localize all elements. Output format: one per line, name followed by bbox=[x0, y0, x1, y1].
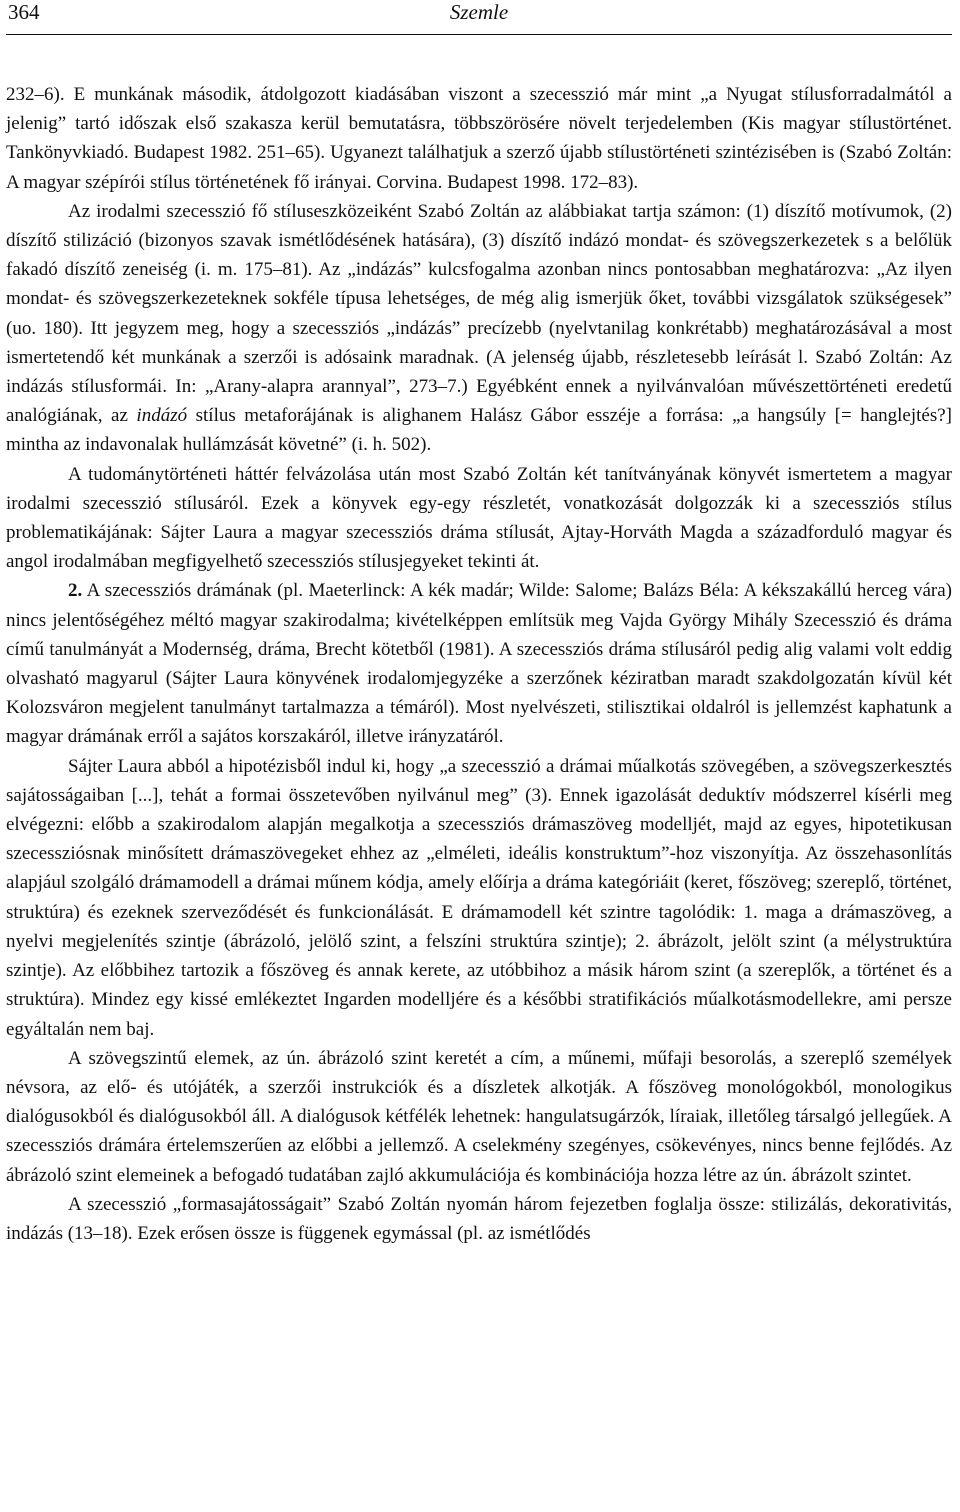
paragraph-text: A szövegszintű elemek, az ún. ábrázoló szint keretét a cím, a műnemi, műfaji besorolás, a szereplő személyek névsora, az elő- és utójáték, a szerzői instrukciók és a díszletek alkotják. A főszöveg monológokból, monologikus dialógusokból és dialógusokból áll. A dialógusok kétfélék lehetnek: hangulatsugárzók, líraiak, illetőleg társalgó jellegűek. A szecessziós drámára értelemszerűen az előbbi a jellemző. A cselekmény szegényes, csökevényes, nincs benne fejlődés. Az ábrázoló szint elemeinek a befogadó tudatában zajló akkumulációja és kombinációja hozza létre az ún. ábrázolt szintet. bbox=[6, 1047, 952, 1186]
paragraph bbox=[6, 460, 952, 577]
running-title: Szemle bbox=[449, 0, 509, 24]
paragraph-text: 232–6). E munkának második, átdolgozott kiadásában viszont a szecesszió már mint „a Nyugat stílusforradalmától a jelenig” tartó időszak első szakasza kerül bemutatásra, többszörösére növelt terjedelemben (Kis magyar stílustörténet. Tankönyvkiadó. Budapest 1982. 251–65). Ugyanezt találhatjuk a szerző újabb stílustörténeti szintézisében is (Szabó Zoltán: A magyar szépírói stílus történetének fő irányai. Corvina. Budapest 1998. 172–83). bbox=[6, 84, 952, 193]
paragraph-text: A szecessziós drámának (pl. Maeterlinck: A kék madár; Wilde: Salome; Balázs Béla: A kékszakállú herceg vára) nincs jelentőségéhez méltó magyar szakirodalma; kivételképpen említsük meg Vajda György Mihály Szecesszió és dráma című tanulmányát a Modernség, dráma, Brecht kötetből (1981). A szecessziós dráma stílusáról pedig alig valami volt eddig olvasható magyarul (Sájter Laura könyvének irodalomjegyzéke a szerzőnek kéziratban maradt szakdolgozatán kívül két Kolozsváron megjelent tanulmányt tartalmazza a témáról). Most nyelvészeti, stilisztikai oldalról is jellemzést kaphatunk a magyar drámának erről a sajátos korszakáról, illetve irányzatáról. bbox=[6, 580, 952, 748]
article-body bbox=[6, 80, 952, 1248]
emphasis-text: indázó bbox=[136, 405, 188, 427]
section-number: 2. bbox=[68, 580, 83, 602]
page-header bbox=[6, 0, 952, 38]
page-number: 364 bbox=[8, 0, 40, 24]
paragraph-text: Sájter Laura abból a hipotézisből indul ki, hogy „a szecesszió a drámai műalkotás szövegében, a szövegszerkesztés sajátosságaiban [...], tehát a formai összetevőben nyilvánul meg” (3). Ennek igazolását deduktív módszerrel kísérli meg elvégezni: előbb a szakirodalom alapján megalkotja a szecessziós drámaszöveg modelljét, majd az egyes, hipotetikusan szecessziósnak minősített drámaszövegeket ehhez az „elméleti, ideális konstruktum”-hoz viszonyítja. Az összehasonlítás alapjául szolgáló drámamodell a drámai műnem kódja, amely előírja a dráma kategóriáit (keret, főszöveg; szereplő, történet, struktúra) és ezeknek szerveződését és funkcionálását. E drámamodell két szintre tagolódik: 1. maga a drámaszöveg, a nyelvi megjelenítés szintje (ábrázoló, jelölő szint, a felszíni struktúra szintje); 2. ábrázolt, jelölt szint (a mélystruktúra szintje). Az előbbihez tartozik a főszöveg és annak kerete, az utóbbihoz a másik három szint (a szereplők, a történet és a struktúra). Mindez egy kissé emlékeztet Ingarden modelljére és a későbbi stratifikációs műalkotásmodellekre, ami persze egyáltalán nem baj. bbox=[6, 755, 952, 1040]
paragraph bbox=[6, 752, 952, 1044]
paragraph bbox=[6, 80, 952, 197]
paragraph-text: Az irodalmi szecesszió fő stíluseszközeiként Szabó Zoltán az alábbiakat tartja számon: (1) díszítő motívumok, (2) díszítő stilizáció (bizonyos szavak ismétlődésének hatására), (3) díszítő indázó mondat- és szövegszerkezetek s a belőlük fakadó díszítő zeneiség (i. m. 175–81). Az „indázás” kulcsfogalma azonban nincs pontosabban meghatározva: „Az ilyen mondat- és szövegszerkezeteknek sokféle típusa lehetséges, de még alig ismerjük őket, további vizsgálatok szükségesek” (uo. 180). Itt jegyzem meg, hogy a szecessziós „indázás” precízebb (nyelvtanilag konkrétabb) meghatározásával a most ismertetendő két munkának a szerzői is adósaink maradnak. (A jelenség újabb, részletesebb leírását l. Szabó Zoltán: Az indázás stílusformái. In: „Arany-alapra arannyal”, 273–7.) Egyébként ennek a nyilvánvalóan művészettörténeti eredetű analógiának, az bbox=[6, 200, 952, 427]
paragraph-text: A tudománytörténeti háttér felvázolása után most Szabó Zoltán két tanítványának könyvét ismertetem a magyar irodalmi szecesszió stílusáról. Ezek a könyvek egy-egy részletét, vonatkozását dolgozzák ki a szecessziós stílus problematikájának: Sájter Laura a magyar szecessziós dráma stílusát, Ajtay-Horváth Magda a századforduló magyar és angol irodalmában megfigyelhető szecessziós stílusjegyeket tekinti át. bbox=[6, 463, 952, 573]
paragraph-text: stílus metaforájának is alighanem Halász Gábor esszéje a forrása: „a hangsúly [= hanglejtés?] mintha az indavonalak hullámzását követné” (i. h. 502). bbox=[6, 405, 952, 456]
paragraph bbox=[6, 197, 952, 460]
header-rule bbox=[6, 34, 952, 35]
paragraph bbox=[6, 1190, 952, 1248]
paragraph-text: A szecesszió „formasajátosságait” Szabó Zoltán nyomán három fejezetben foglalja össze: stilizálás, dekorativitás, indázás (13–18). Ezek erősen össze is függenek egymással (pl. az ismétlődés bbox=[6, 1193, 952, 1244]
paragraph bbox=[6, 1044, 952, 1190]
paragraph bbox=[6, 576, 952, 751]
